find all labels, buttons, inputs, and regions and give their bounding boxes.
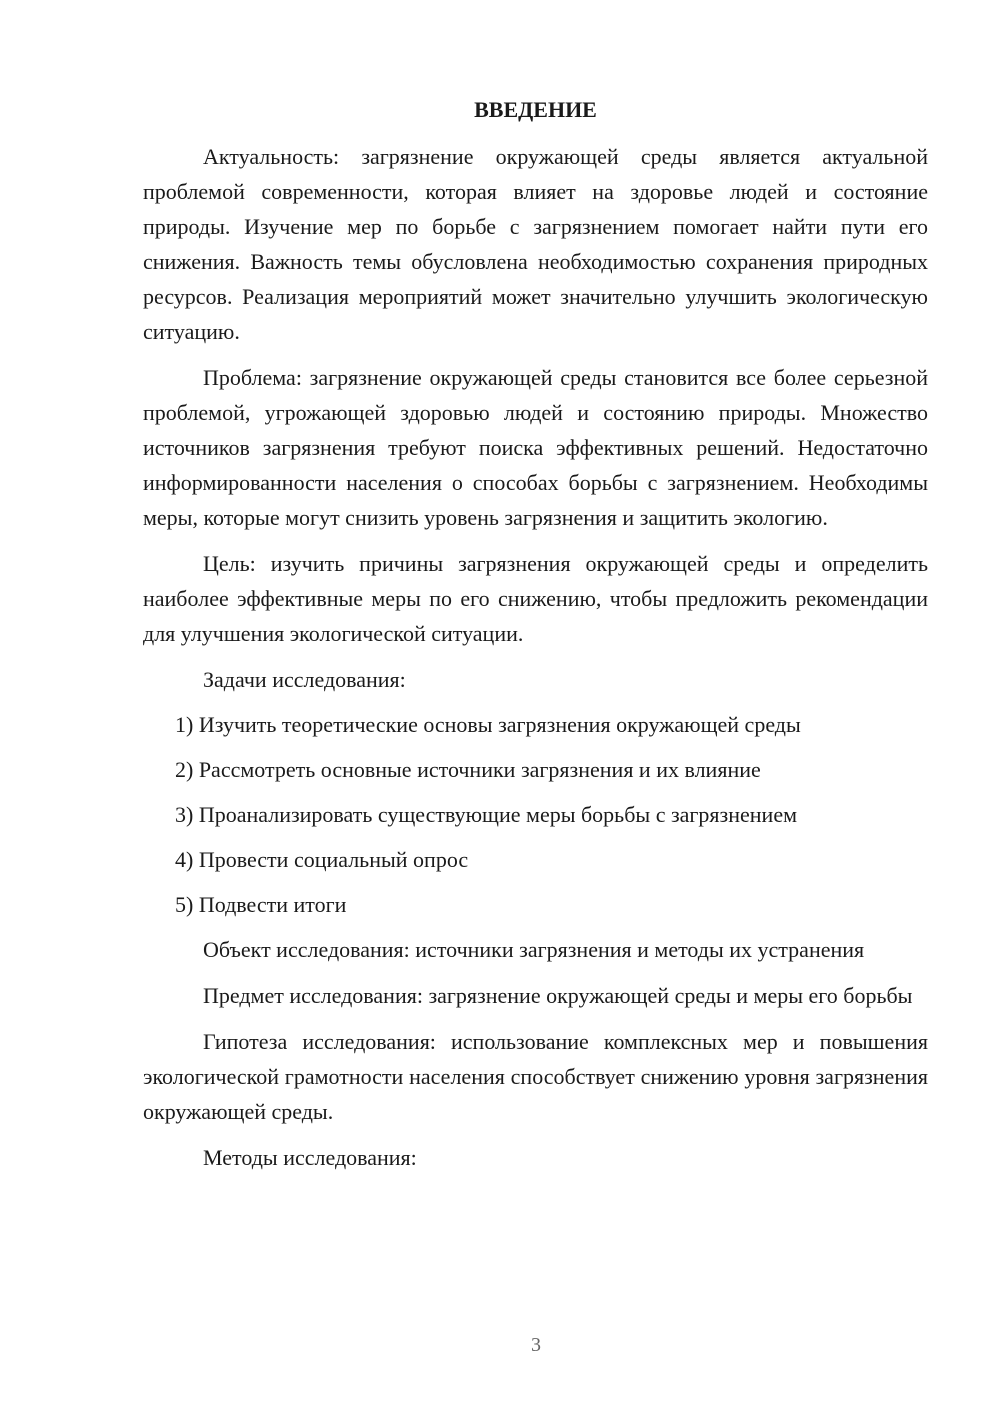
task-item: 4) Провести социальный опрос [175, 847, 469, 872]
task-item: 3) Проанализировать существующие меры борьбы с загрязнением [175, 802, 798, 827]
hypothesis-paragraph: Гипотеза исследования: использование комплексных мер и повышения экологической грамотности населения способствует снижению уровня загрязнения окружающей среды. [143, 1029, 928, 1124]
task-item: 1) Изучить теоретические основы загрязнения окружающей среды [175, 712, 801, 737]
goal-paragraph: Цель: изучить причины загрязнения окружающей среды и определить наиболее эффективные меры по его снижению, чтобы предложить рекомендации для улучшения экологической ситуации. [143, 551, 928, 646]
tasks-label: Задачи исследования: [203, 667, 406, 692]
document-page [143, 92, 928, 1175]
task-item: 2) Рассмотреть основные источники загрязнения и их влияние [175, 757, 761, 782]
methods-label: Методы исследования: [203, 1145, 417, 1170]
relevance-paragraph: Актуальность: загрязнение окружающей среды является актуальной проблемой современности, которая влияет на здоровье людей и состояние природы. Изучение мер по борьбе с загрязнением помогает найти пути его снижения. Важность темы обусловлена необходимостью сохранения природных ресурсов. Реализация мероприятий может значительно улучшить экологическую ситуацию. [143, 144, 928, 344]
page-title: ВВЕДЕНИЕ [474, 97, 597, 122]
subject-paragraph: Предмет исследования: загрязнение окружающей среды и меры его борьбы [203, 983, 913, 1008]
page-number: 3 [531, 1334, 541, 1356]
problem-paragraph: Проблема: загрязнение окружающей среды становится все более серьезной проблемой, угрожающей здоровью людей и состоянию природы. Множество источников загрязнения требуют поиска эффективных решений. Недостаточно информированности населения о способах борьбы с загрязнением. Необходимы меры, которые могут снизить уровень загрязнения и защитить экологию. [143, 365, 928, 530]
task-item: 5) Подвести итоги [175, 892, 347, 917]
object-paragraph: Объект исследования: источники загрязнения и методы их устранения [203, 937, 865, 962]
